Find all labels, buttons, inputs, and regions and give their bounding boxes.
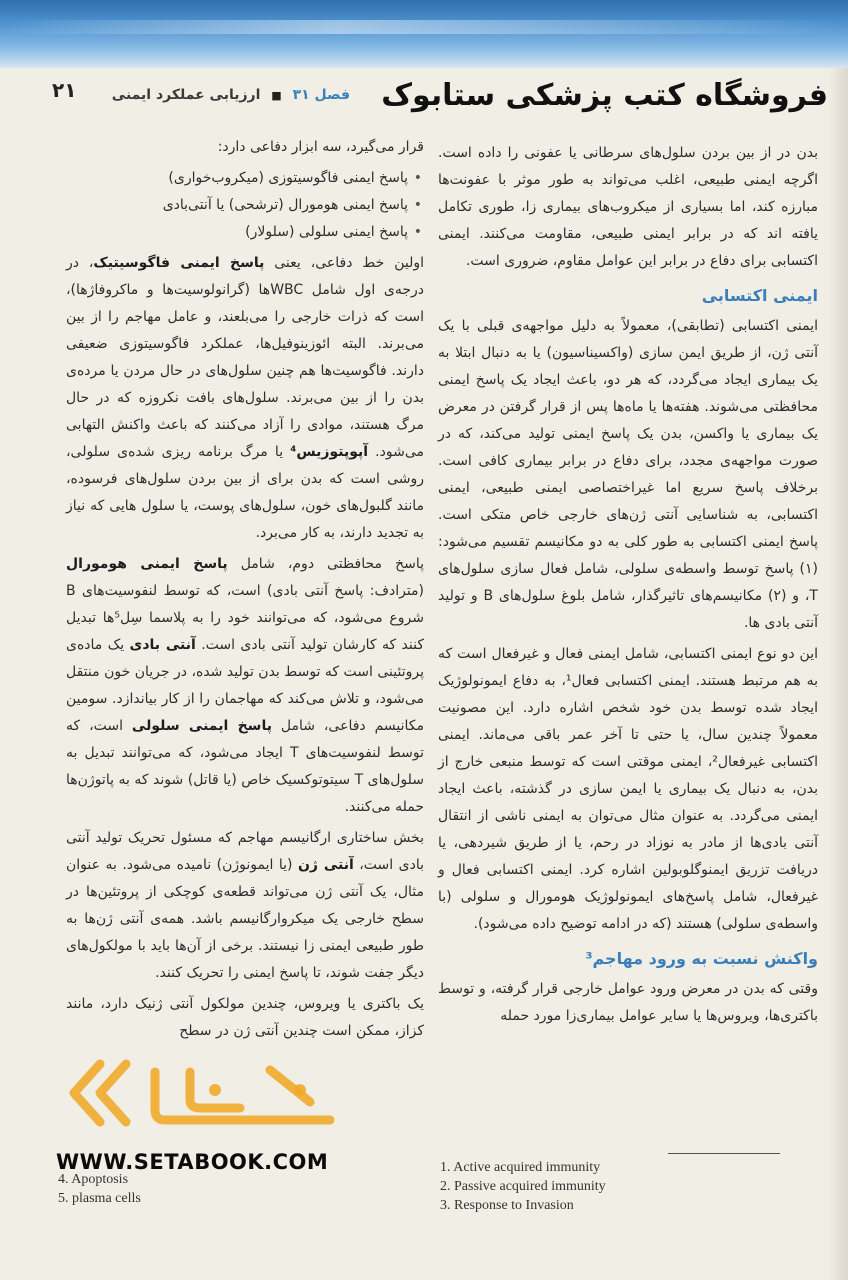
right-paragraph-4: وقتی که بدن در معرض ورود عوامل خارجی قرار گرفته، و توسط باکتری‌ها، ویروس‌ها یا سایر عوامل بیماری‌زا مورد حمله bbox=[438, 981, 818, 1024]
left-paragraph-3 bbox=[66, 551, 424, 821]
list-item: • پاسخ ایمنی هومورال (ترشحی) یا آنتی‌بادی bbox=[66, 192, 408, 219]
right-column bbox=[438, 140, 818, 1034]
watermark-url-prefix: WWW.SETA bbox=[56, 1150, 195, 1174]
text-run: (مترادف: پاسخ آنتی بادی) است، که توسط لنفوسیت‌های B شروع می‌شود، که می‌توانند خود را به پلاسما سِل⁵ها تبدیل کنند که کارشان تولید آنتی بادی است. bbox=[66, 583, 425, 653]
right-paragraph-1: بدن در از بین بردن سلول‌های سرطانی یا عفونی را داده است. اگرچه ایمنی طبیعی، اغلب می‌تواند به طور موثر با عفونت‌ها مبارزه کند، اما بسیاری از میکروب‌های بیماری زا، طوری تکامل یافته اند که در برابر ایمنی طبیعی، مقاومت می‌کنند. ایمنی اکتسابی برای دفاع در برابر این عوامل مقاوم، ضروری است. bbox=[438, 145, 818, 269]
section-heading-response-to-invasion: واکنش نسبت به ورود مهاجم³ bbox=[585, 949, 818, 968]
chapter-header bbox=[111, 87, 350, 107]
right-paragraph-3: این دو نوع ایمنی اکتسابی، شامل ایمنی فعال و غیرفعال است که به هم مرتبط هستند. ایمنی اکتسابی فعال¹، به دفاع ایمونولوژیک ایجاد شده توسط بدن خود شخص اشاره دارد. این مصونیت معمولاً چندین سال، یا حتی تا آخر عمر باقی می‌ماند. ایمنی اکتسابی غیرفعال²، ایمنی موقتی است که توسط منبعی خارج از بدن، به دنبال یک بیماری یا ایمن سازی در گذشته، باعث ایجاد ایمنی می‌گردد. به عنوان مثال می‌توان به ایمنی ناشی از انتقال آنتی بادی‌ها از مادر به نوزاد در رحم، یا از طریق شیردهی، یا دریافت تزریق ایمنوگلوبولین اشاره کرد. ایمنی اکتسابی فعال و غیرفعال، شامل پاسخ‌های ایمونولوژیک هومورال و سلولی (با واسطه‌ی سلولی) هستند (که در ادامه توضیح داده می‌شود). bbox=[438, 646, 818, 932]
text-run: ، در درجه‌ی اول شامل WBCها (گرانولوسیت‌ها و ماکروفاژها)، است که ذرات خارجی را می‌بلعند، و عامل مهاجم را از بین می‌برند. البته ائوزینوفیل‌ها، عملکرد فاگوسیتوزی ضعیفی دارند. فاگوسیت‌ها هم چنین سلول‌های در حال مردن یا مرده‌ی بدن را از بین می‌برند. سلول‌های بافت نکروزه که در حال مرگ هستند، موادی را آزاد می‌کنند که باعث واکنش التهابی می‌شود. bbox=[66, 255, 425, 460]
bold-term: پاسخ ایمنی هومورال bbox=[66, 556, 228, 572]
top-blue-band bbox=[0, 0, 848, 68]
bold-term: پاسخ ایمنی فاگوسیتیک bbox=[93, 255, 265, 271]
text-run: است، که توسط لنفوسیت‌های T ایجاد می‌شود، که می‌توانند تبدیل به سلول‌های T سیتوتوکسیک خاص (یا قاتل) شوند که به پاتوژن‌ها حمله می‌کنند. bbox=[66, 718, 425, 815]
text-run: یک ماده‌ی پروتئینی است که توسط بدن تولید شده، در جریان خون منتقل می‌شود، و تلاش می‌کند که مهاجمان را از کار بیاندازد. سومین مکانیسم دفاعی، شامل bbox=[66, 637, 424, 734]
chapter-number: فصل ۳۱ bbox=[292, 87, 350, 103]
footnote-divider bbox=[668, 1153, 780, 1154]
list-item: • پاسخ ایمنی فاگوسیتوزی (میکروب‌خواری) bbox=[66, 165, 408, 192]
bold-term: پاسخ ایمنی سلولی bbox=[131, 718, 272, 734]
left-paragraph-4 bbox=[66, 825, 424, 987]
defense-list bbox=[66, 165, 424, 246]
chapter-title: ارزیابی عملکرد ایمنی bbox=[111, 87, 261, 103]
footnote: 3. Response to Invasion bbox=[440, 1198, 574, 1213]
text-run: یا مرگ برنامه ریزی شده‌ی سلولی، روشی است که بدن برای از بین بردن سلول‌های فرسوده، مانند گلبول‌های خون، سلول‌های پوست، یا سلول هایی که نیاز به تجدید دارند، به کار می‌برد. bbox=[66, 444, 424, 541]
footnotes-right bbox=[440, 1158, 700, 1215]
footnote: 1. Active acquired immunity bbox=[440, 1160, 601, 1175]
list-item: • پاسخ ایمنی سلولی (سلولار) bbox=[66, 219, 408, 246]
text-run: (یا ایمونوژن) نامیده می‌شود. به عنوان مثال، یک آنتی ژن می‌تواند قطعه‌ی کوچکی از پروتئین‌ها در سطح خارجی یک میکروارگانیسم باشد. همه‌ی آنتی ژن‌ها به طور طبیعی ایمنی زا نیستند. برخی از آن‌ها باید با مولکول‌های دیگر جفت شوند، تا پاسخ ایمنی را تحریک کنند. bbox=[66, 857, 424, 981]
text-run: بخش ساختاری ارگانیسم مهاجم که مسئول تحریک تولید آنتی بادی است، bbox=[66, 830, 424, 873]
left-paragraph-1: قرار می‌گیرد، سه ابزار دفاعی دارد: bbox=[217, 139, 424, 155]
store-title: فروشگاه کتب پزشکی ستابوک bbox=[381, 78, 828, 113]
footnote: 2. Passive acquired immunity bbox=[440, 1179, 606, 1194]
page-edge-shadow bbox=[828, 68, 848, 1280]
footnote: 5. plasma cells bbox=[58, 1191, 141, 1206]
text-run: اولین خط دفاعی، یعنی bbox=[264, 255, 424, 271]
left-paragraph-5: یک باکتری یا ویروس، چندین مولکول آنتی ژنیک دارد، مانند کزاز، ممکن است چندین آنتی ژن در سطح bbox=[66, 996, 424, 1039]
right-paragraph-2: ایمنی اکتسابی (تطابقی)، معمولاً به دلیل مواجهه‌ی قبلی با یک آنتی ژن، از طریق ایمن سازی (واکسیناسیون) یا به دنبال ابتلا به یک بیماری ایجاد می‌گردد، که هر دو، باعث ایجاد یک پاسخ ایمنی محافظتی می‌شوند. هفته‌ها یا ماه‌ها پس از قرار گرفتن در معرض یک بیماری یا واکسن، بدن یک پاسخ ایمنی تولید می‌کند، که در صورت مواجهه‌ی مجدد، برای دفاع در برابر بیماری کافی است. برخلاف پاسخ سریع اما غیراختصاصی ایمنی طبیعی، ایمنی اکتسابی، به شناسایی آنتی ژن‌های خارجی خاص متکی است. پاسخ ایمنی اکتسابی به طور کلی به دو مکانیسم تقسیم می‌شود: (۱) پاسخ توسط واسطه‌ی سلولی، شامل فعال سازی سلول‌های T، و (۲) مکانیسم‌های تاثیرگذار، شامل بلوغ سلول‌های B و تولید آنتی بادی ها. bbox=[438, 318, 818, 631]
footnotes-left bbox=[58, 1170, 318, 1208]
section-heading-acquired-immunity: ایمنی اکتسابی bbox=[701, 286, 818, 305]
text-run: پاسخ محافظتی دوم، شامل bbox=[227, 556, 424, 572]
bold-term: آنتی بادی bbox=[129, 637, 196, 653]
left-column bbox=[66, 134, 424, 1049]
page-number: ۲۱ bbox=[52, 78, 77, 102]
bold-term: آنتی ژن bbox=[297, 857, 354, 873]
setabook-logo-icon bbox=[60, 1050, 360, 1136]
left-paragraph-2 bbox=[66, 250, 424, 547]
header-square-icon: ■ bbox=[271, 89, 282, 102]
watermark-url-suffix: BOOK.COM bbox=[194, 1150, 329, 1174]
footnote: 4. Apoptosis bbox=[58, 1172, 129, 1187]
bold-term: آپوپتوزیس⁴ bbox=[290, 444, 369, 460]
